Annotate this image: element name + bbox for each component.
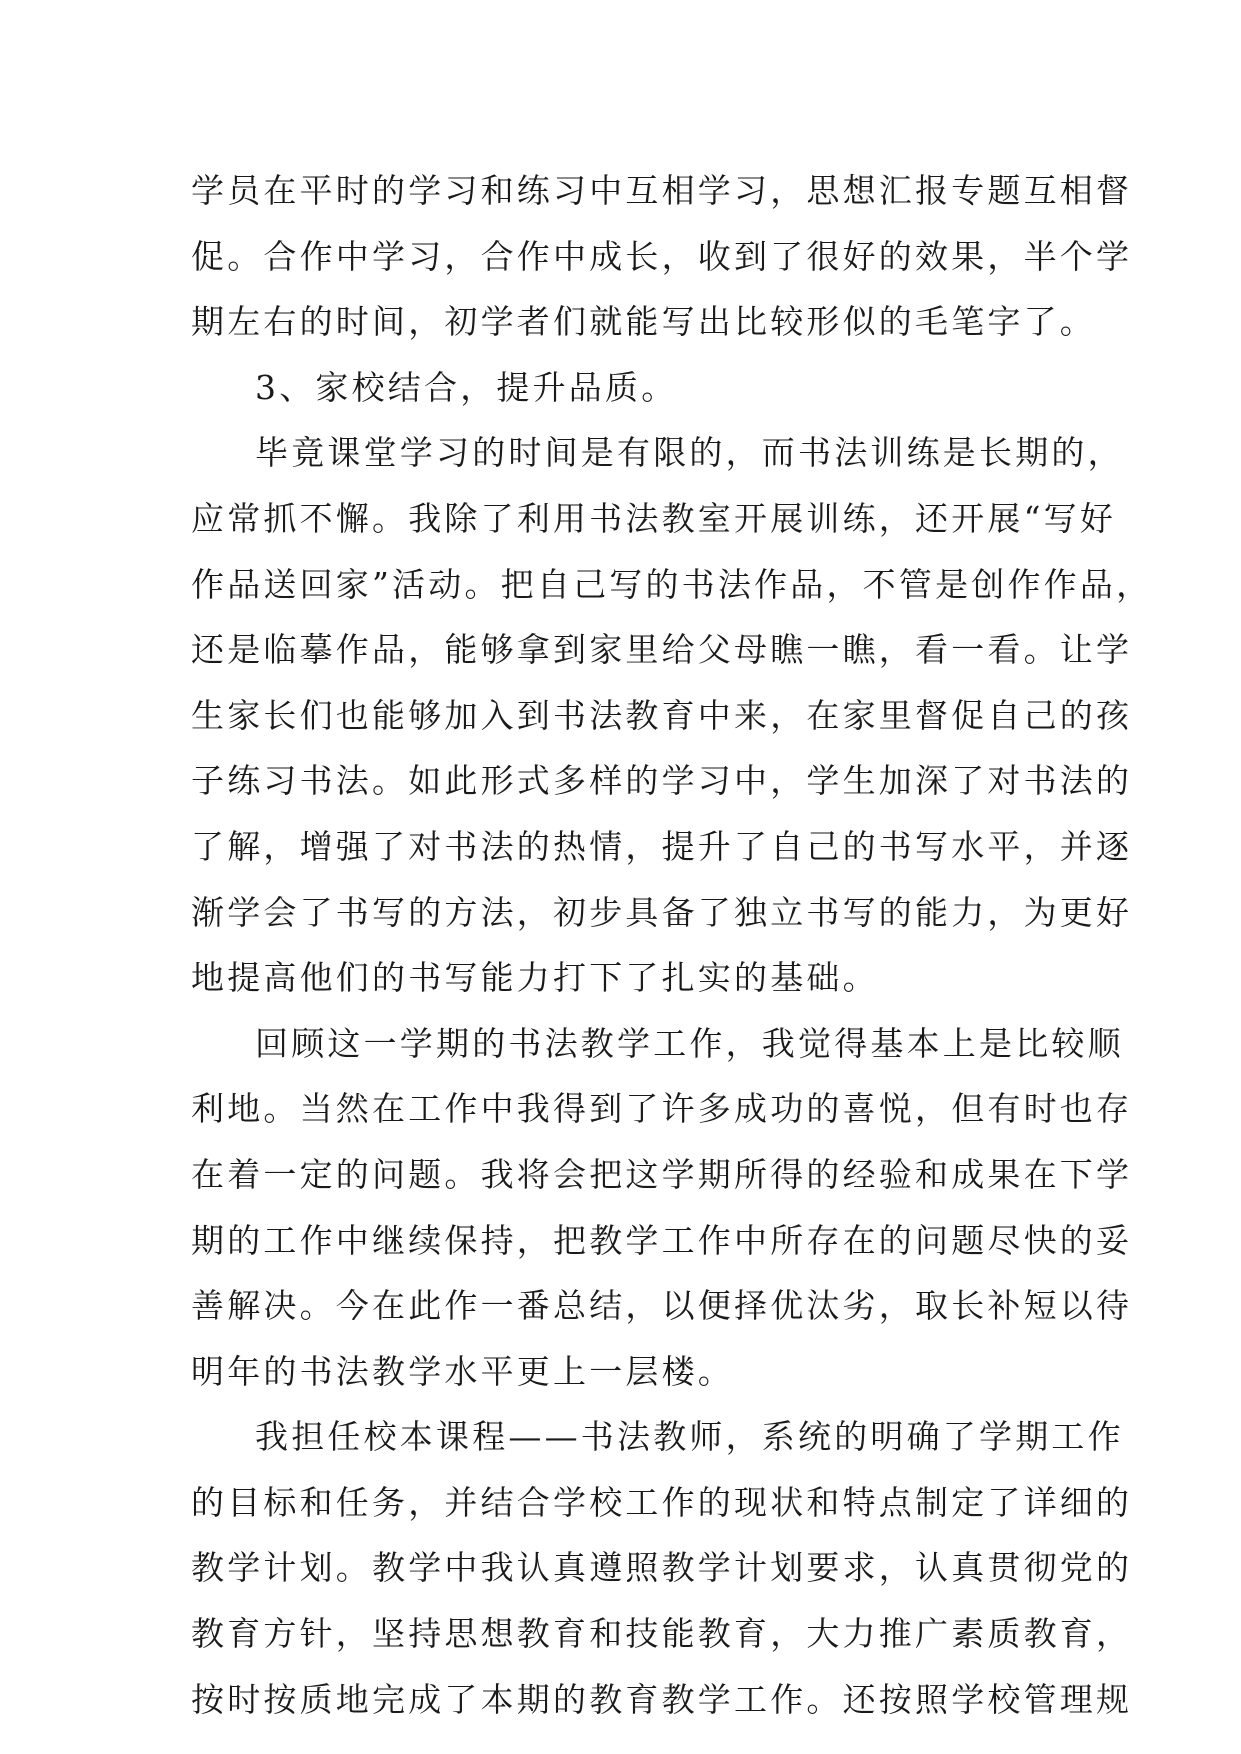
text-line: 教育方针，坚持思想教育和技能教育，大力推广素质教育， bbox=[191, 1614, 1133, 1654]
text-line: 渐学会了书写的方法，初步具备了独立书写的能力，为更好 bbox=[191, 892, 1133, 932]
text-line: 教学计划。教学中我认真遵照教学计划要求，认真贯彻党的 bbox=[191, 1548, 1133, 1588]
section-heading: 3、家校结合，提升品质。 bbox=[255, 367, 678, 407]
text-line: 还是临摹作品，能够拿到家里给父母瞧一瞧，看一看。让学 bbox=[191, 630, 1133, 670]
text-line: 善解决。今在此作一番总结，以便择优汰劣，取长补短以待 bbox=[191, 1286, 1133, 1326]
paragraph-first-line: 毕竟课堂学习的时间是有限的，而书法训练是长期的， bbox=[255, 433, 1124, 473]
text-line: 了解，增强了对书法的热情，提升了自己的书写水平，并逐 bbox=[191, 826, 1133, 866]
text-line: 子练习书法。如此形式多样的学习中，学生加深了对书法的 bbox=[191, 761, 1133, 801]
text-line: 促。合作中学习，合作中成长，收到了很好的效果，半个学 bbox=[191, 236, 1133, 276]
text-line: 地提高他们的书写能力打下了扎实的基础。 bbox=[191, 958, 879, 998]
text-line: 学员在平时的学习和练习中互相学习，思想汇报专题互相督 bbox=[191, 171, 1133, 210]
text-line: 明年的书法教学水平更上一层楼。 bbox=[191, 1351, 734, 1391]
body-text bbox=[191, 158, 1153, 1732]
paragraph-first-line: 回顾这一学期的书法教学工作，我觉得基本上是比较顺 bbox=[255, 1023, 1124, 1063]
text-line: 生家长们也能够加入到书法教育中来，在家里督促自己的孩 bbox=[191, 695, 1133, 735]
text-line: 在着一定的问题。我将会把这学期所得的经验和成果在下学 bbox=[191, 1154, 1133, 1194]
paragraph-first-line: 我担任校本课程——书法教师，系统的明确了学期工作 bbox=[255, 1417, 1124, 1457]
text-line: 期左右的时间，初学者们就能写出比较形似的毛笔字了。 bbox=[191, 302, 1096, 342]
text-line: 期的工作中继续保持，把教学工作中所存在的问题尽快的妥 bbox=[191, 1220, 1133, 1260]
text-line: 应常抓不懈。我除了利用书法教室开展训练，还开展“写好 bbox=[191, 498, 1117, 538]
text-line: 作品送回家”活动。把自己写的书法作品，不管是创作作品， bbox=[191, 564, 1153, 604]
text-line: 利地。当然在工作中我得到了许多成功的喜悦，但有时也存 bbox=[191, 1089, 1133, 1129]
text-line: 的目标和任务，并结合学校工作的现状和特点制定了详细的 bbox=[191, 1482, 1133, 1522]
text-line: 按时按质地完成了本期的教育教学工作。还按照学校管理规 bbox=[191, 1679, 1133, 1719]
